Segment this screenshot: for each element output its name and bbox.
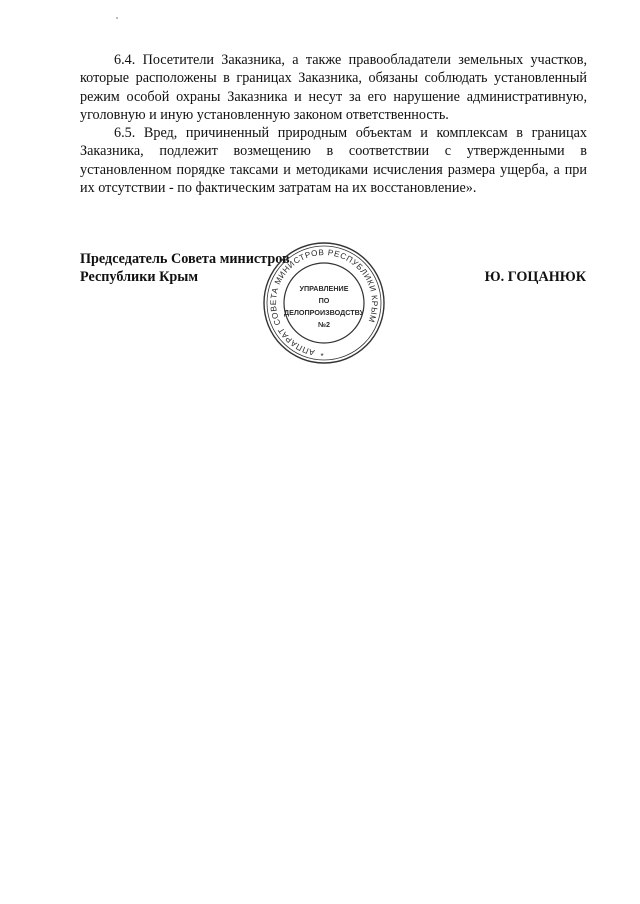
document-body — [80, 51, 587, 197]
stamp-center-line2: ПО — [318, 296, 330, 305]
stamp-center-line4: №2 — [317, 320, 331, 329]
paragraph-6-5: 6.5. Вред, причиненный природным объектам и комплексам в границах Заказника, подлежит возмещению в соответствии с утвержденными в установленном порядке таксами и методиками исчисления размера ущерба, а при их отсутствии - по фактическим затратам на их восстановление». — [80, 125, 587, 197]
official-stamp — [259, 240, 389, 366]
signatory-name: Ю. ГОЦАНЮК — [484, 269, 586, 285]
signature-title-line2: Республики Крым — [80, 269, 199, 286]
scan-speck — [116, 17, 118, 19]
stamp-star: * — [320, 352, 324, 361]
stamp-ring-text: АППАРАТ СОВЕТА МИНИСТРОВ РЕСПУБЛИКИ КРЫМ — [268, 247, 380, 358]
signature-title-line1: Председатель Совета министров — [80, 251, 290, 267]
stamp-center-line1: УПРАВЛЕНИЕ — [299, 284, 349, 293]
stamp-center-line3: ДЕЛОПРОИЗВОДСТВУ — [283, 308, 365, 317]
paragraph-6-4: 6.4. Посетители Заказника, а также правообладатели земельных участков, которые расположены в границах Заказника, обязаны соблюдать установленный режим особой охраны Заказника и несут за его нарушение административную, уголовную и иную установленную законом ответственность. — [80, 52, 587, 123]
